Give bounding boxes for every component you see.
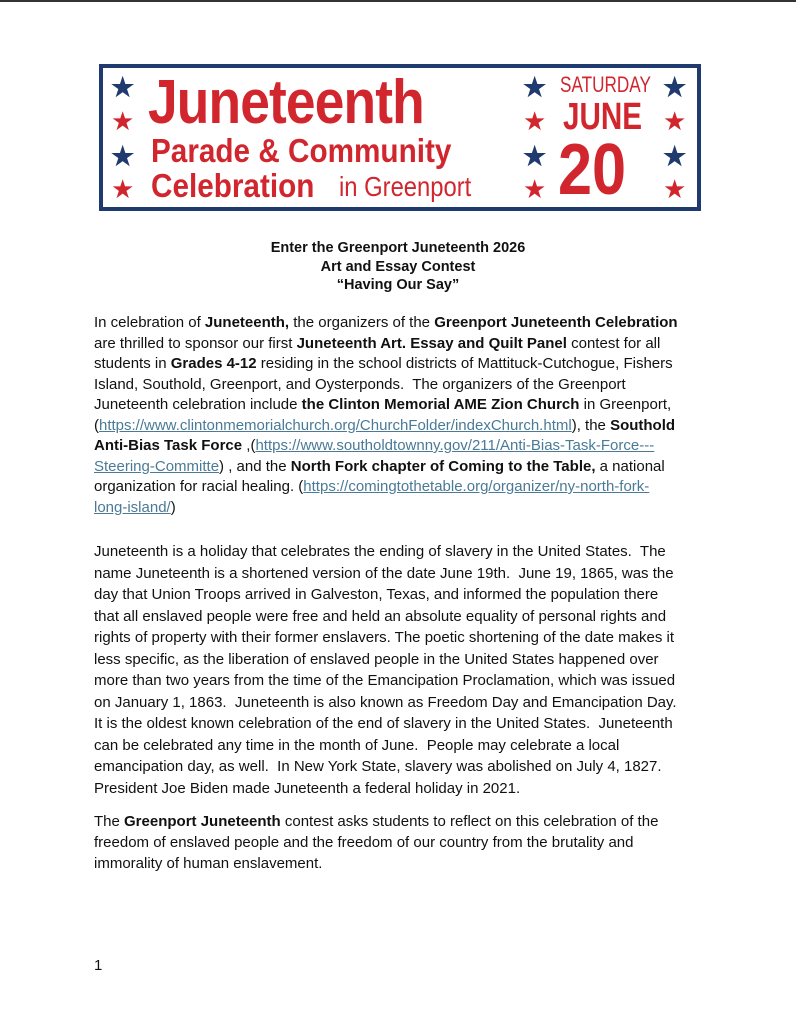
- text-line: [94, 778, 677, 800]
- star-icon: ★: [663, 72, 687, 102]
- text-line: [94, 713, 677, 735]
- text-line: [94, 313, 678, 334]
- text-run: In celebration of: [94, 314, 205, 331]
- text-run: a national: [595, 457, 665, 475]
- hyperlink[interactable]: https://comingtothetable.org/organizer/ny-north-fork-: [303, 478, 650, 495]
- star-icon: ★: [523, 141, 547, 171]
- text-run: contest for all: [566, 334, 661, 352]
- hyperlink[interactable]: Steering-Committe: [94, 457, 220, 475]
- text-run: ): [170, 498, 176, 516]
- heading-line-1: Enter the Greenport Juneteenth 2026: [270, 240, 526, 256]
- hyperlink[interactable]: https://www.southoldtownny.gov/211/Anti-Bias-Task-Force---: [255, 437, 655, 454]
- hyperlink[interactable]: https://www.clintonmemorialchurch.org/ChurchFolder/indexChurch.html: [99, 416, 572, 434]
- text-run: contest asks students to reflect on this celebration of the: [280, 813, 659, 830]
- text-run: freedom of enslaved people and the freedom of our country from the brutality and: [94, 834, 634, 851]
- text-run: students in: [94, 355, 171, 372]
- text-line: [94, 606, 677, 628]
- bold-text: Grades 4-12: [170, 355, 257, 372]
- text-run: ), the: [571, 416, 611, 434]
- text-line: [94, 692, 677, 714]
- text-run: less specific, as the liberation of enslaved people in the United States happened over: [94, 650, 659, 668]
- text-run: rights of property with their former enslavers. The poetic shortening of the date makes it: [94, 629, 675, 646]
- text-line: [94, 498, 678, 519]
- text-line: [94, 735, 677, 757]
- star-icon: ★: [111, 174, 135, 204]
- text-line: [94, 416, 678, 437]
- text-run: residing in the school districts of Mattituck-Cutchogue, Fishers: [256, 355, 673, 372]
- text-run: can be celebrated any time in the month of June. People may celebrate a local: [94, 736, 620, 754]
- text-line: [94, 563, 677, 585]
- bold-text: North Fork chapter of Coming to the Table,: [290, 457, 596, 475]
- text-line: [94, 584, 677, 606]
- bold-text: Southold: [610, 416, 676, 434]
- star-icon: ★: [523, 72, 547, 102]
- text-line: [94, 756, 677, 778]
- text-run: ,(: [242, 437, 256, 454]
- text-run: Juneteenth celebration include: [94, 396, 302, 413]
- banner-title: Juneteenth: [148, 68, 424, 137]
- text-run: the organizers of the: [289, 314, 435, 331]
- text-run: in Greenport,: [579, 396, 672, 413]
- text-line: [94, 541, 677, 563]
- text-run: emancipation day, as well. In New York State, slavery was abolished on July 4, 1827.: [94, 758, 662, 775]
- heading-line-3: “Having Our Say”: [336, 277, 460, 293]
- text-line: [94, 649, 677, 671]
- star-icon: ★: [111, 72, 135, 102]
- bold-text: the Clinton Memorial AME Zion Church: [301, 396, 580, 413]
- paragraph-history: [94, 541, 677, 799]
- text-line: [94, 670, 677, 692]
- text-line: [94, 334, 678, 355]
- text-line: [94, 354, 678, 375]
- star-icon: ★: [111, 106, 135, 136]
- page-top-border: [0, 0, 796, 2]
- text-run: immorality of human enslavement.: [94, 855, 323, 872]
- text-line: [94, 811, 658, 832]
- star-icon: ★: [663, 141, 687, 171]
- banner-date: 20: [558, 130, 627, 210]
- star-icon: ★: [523, 106, 547, 136]
- banner-location: in Greenport: [339, 171, 472, 202]
- text-run: that all enslaved people were free and held an absolute equality of personal rights and: [94, 607, 667, 625]
- text-run: name Juneteenth is a shortened version of the date June 19th. June 19, 1865, was the: [94, 564, 674, 582]
- juneteenth-banner: [99, 64, 701, 211]
- text-run: Island, Southold, Greenport, and Oysterponds. The organizers of the Greenport: [94, 375, 626, 393]
- banner-month: JUNE: [563, 96, 643, 138]
- text-line: [94, 457, 678, 478]
- text-run: Juneteenth is a holiday that celebrates the ending of slavery in the United States. The: [94, 543, 666, 560]
- text-run: President Joe Biden made Juneteenth a federal holiday in 2021.: [94, 779, 521, 797]
- banner-day: SATURDAY: [560, 72, 651, 97]
- text-line: [94, 832, 658, 853]
- heading-line-2: Art and Essay Contest: [320, 258, 476, 275]
- paragraph-intro: [94, 313, 678, 518]
- banner-celebration: Celebration: [151, 167, 315, 204]
- text-line: [94, 627, 677, 649]
- text-line: [94, 436, 678, 457]
- bold-text: Juneteenth Art. Essay and Quilt Panel: [296, 334, 567, 352]
- star-icon: ★: [111, 141, 135, 171]
- star-icon: ★: [663, 174, 687, 204]
- text-run: organization for racial healing. (: [94, 478, 304, 495]
- banner-subtitle: Parade & Community: [151, 132, 452, 169]
- star-icon: ★: [663, 106, 687, 136]
- text-line: [94, 477, 678, 498]
- hyperlink[interactable]: long-island/: [94, 498, 171, 516]
- text-run: on January 1, 1863. Juneteenth is also known as Freedom Day and Emancipation Day.: [94, 693, 677, 711]
- text-run: more than two years from the time of the Emancipation Proclamation, which was issued: [94, 672, 676, 689]
- page-number: 1: [94, 957, 103, 974]
- star-icon: ★: [523, 174, 547, 204]
- bold-text: Greenport Juneteenth Celebration: [434, 314, 678, 331]
- text-line: [94, 853, 658, 874]
- text-line: [94, 395, 678, 416]
- text-run: ) , and the: [219, 457, 291, 475]
- bold-text: Greenport Juneteenth: [124, 813, 281, 830]
- text-run: day that Union Troops arrived in Galveston, Texas, and informed the population there: [94, 586, 659, 603]
- bold-text: Anti-Bias Task Force: [94, 437, 243, 454]
- text-line: [94, 375, 678, 396]
- text-run: It is the oldest known celebration of the end of slavery in the United States. Juneteenth: [94, 715, 673, 732]
- contest-heading: [0, 239, 796, 295]
- text-run: The: [94, 813, 125, 830]
- text-run: (: [94, 416, 99, 434]
- paragraph-contest: [94, 811, 658, 874]
- text-run: are thrilled to sponsor our first: [94, 334, 297, 352]
- bold-text: Juneteenth,: [204, 314, 290, 331]
